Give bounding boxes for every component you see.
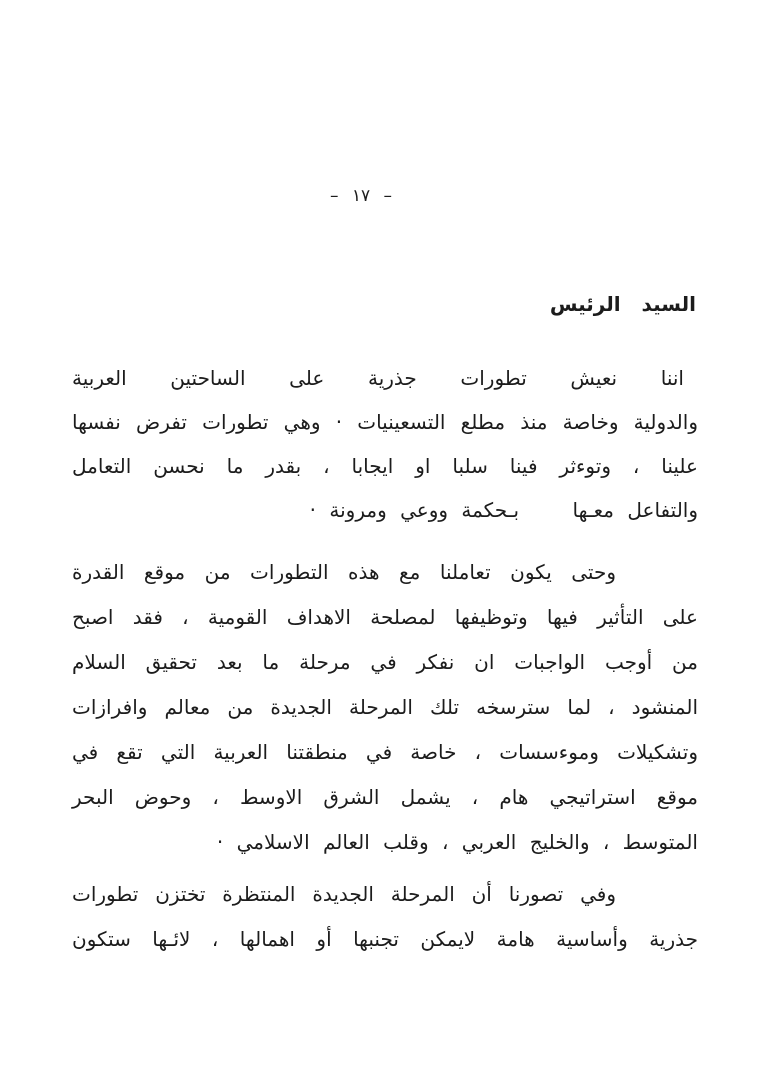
text-line: والتفاعل معـها بـحكمة ووعي ومرونة ·	[309, 498, 698, 522]
text-line: جذرية وأساسية هامة لايمكن تجنبها أو اهمالها ، لائـها ستكون	[72, 927, 698, 951]
text-line: المنشود ، لما سترسخه تلك المرحلة الجديدة من معالم وافرازات	[72, 695, 698, 719]
text-line: اننا نعيش تطورات جذرية على الساحتين العربية	[72, 366, 684, 390]
text-line: والدولية وخاصة منذ مطلع التسعينيات · وهي تطورات تفرض نفسها	[72, 410, 698, 434]
text-line: وحتى يكون تعاملنا مع هذه التطورات من موقع القدرة	[72, 560, 616, 584]
text-line: على التأثير فيها وتوظيفها لمصلحة الاهداف القومية ، فقد اصبح	[72, 605, 698, 629]
text-line: وتشكيلات وموءسسات ، خاصة في منطقتنا العربية التي تقع في	[72, 740, 698, 764]
paragraph-3	[72, 872, 698, 962]
text-line: علينا ، وتوءثر فينا سلبا او ايجابا ، بقدر ما نحسن التعامل	[72, 454, 698, 478]
paragraph-1	[72, 356, 698, 532]
document-heading: السيد الرئيس	[549, 292, 696, 316]
paragraph-2	[72, 550, 698, 865]
text-line: من أوجب الواجبات ان نفكر في مرحلة ما بعد تحقيق السلام	[72, 650, 698, 674]
page-number: – ١٧ –	[329, 186, 393, 206]
text-line: موقع استراتيجي هام ، يشمل الشرق الاوسط ، وحوض البحر	[72, 785, 698, 809]
text-line: المتوسط ، والخليج العربي ، وقلب العالم الاسلامي ·	[216, 830, 698, 854]
text-line: وفي تصورنا أن المرحلة الجديدة المنتظرة تختزن تطورات	[72, 882, 616, 906]
